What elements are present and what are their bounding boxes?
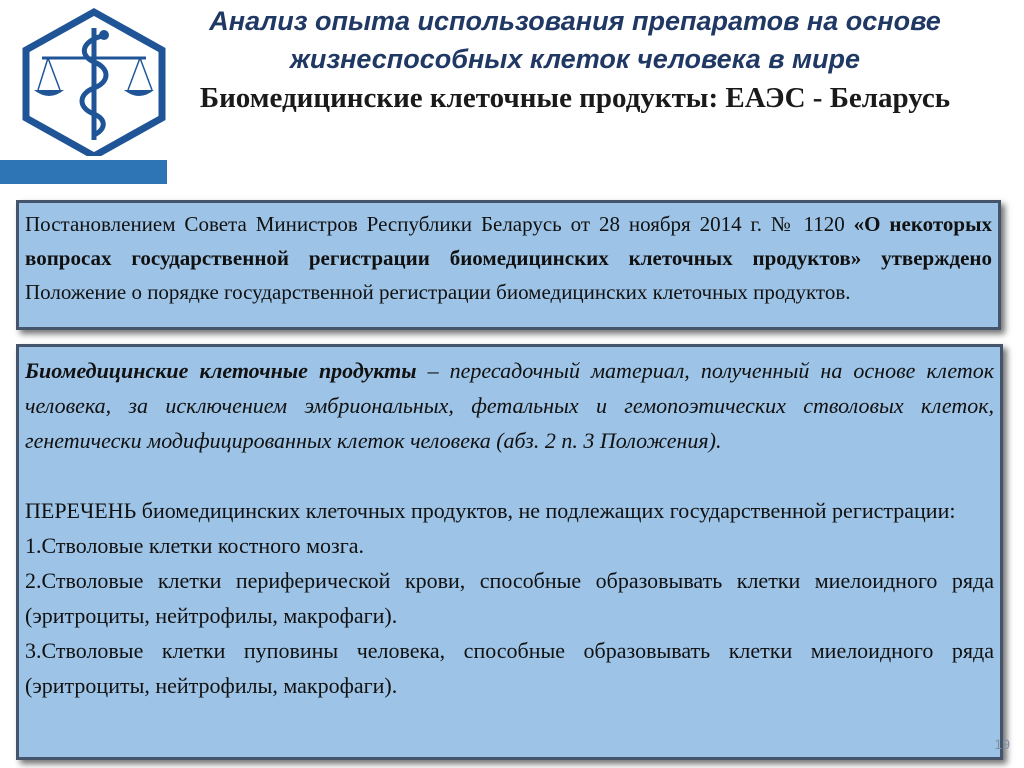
slide-subtitle: Биомедицинские клеточные продукты: ЕАЭС - Беларусь: [199, 82, 951, 114]
definition-box: [16, 344, 1003, 760]
definition-text: – пересадочный материал, полученный на основе клеток человека, за исключением эмбриональных, фетальных и гемопоэтических стволовых клеток, генетически модифицированных клеток человека (абз. 2 п. 3 Положения).: [25, 358, 994, 453]
definition-paragraph: [25, 353, 994, 458]
caduceus-scales-icon: [14, 6, 174, 156]
accent-bar: [0, 160, 167, 184]
list-heading: ПЕРЕЧЕНЬ биомедицинских клеточных продуктов, не подлежащих государственной регистрации:: [25, 498, 956, 523]
logo: [14, 6, 174, 156]
list-item: 2.Стволовые клетки периферической крови, способные образовывать клетки миелоидного ряда (эритроциты, нейтрофилы, макрофаги).: [25, 568, 994, 628]
slide-title: Анализ опыта использования препаратов на основе жизнеспособных клеток человека в мире: [209, 6, 941, 74]
spacer: [25, 458, 994, 493]
resolution-text: [25, 207, 992, 309]
resolution-box: [16, 200, 1001, 330]
resolution-text-plain-1: Постановлением Совета Министров Республики Беларусь от 28 ноября 2014 г. № 1120: [25, 212, 854, 236]
list-item: 1.Стволовые клетки костного мозга.: [25, 533, 365, 558]
page-number: 19: [994, 736, 1010, 752]
resolution-text-bold: «О некоторых вопросах государственной регистрации биомедицинских клеточных продуктов» утверждено: [25, 212, 992, 270]
resolution-text-plain-2: Положение о порядке государственной регистрации биомедицинских клеточных продуктов.: [25, 280, 851, 304]
definition-term: Биомедицинские клеточные продукты: [25, 358, 417, 383]
list-item: 3.Стволовые клетки пуповины человека, способные образовывать клетки миелоидного ряда (эритроциты, нейтрофилы, макрофаги).: [25, 638, 994, 698]
slide-title-block: [190, 2, 960, 116]
